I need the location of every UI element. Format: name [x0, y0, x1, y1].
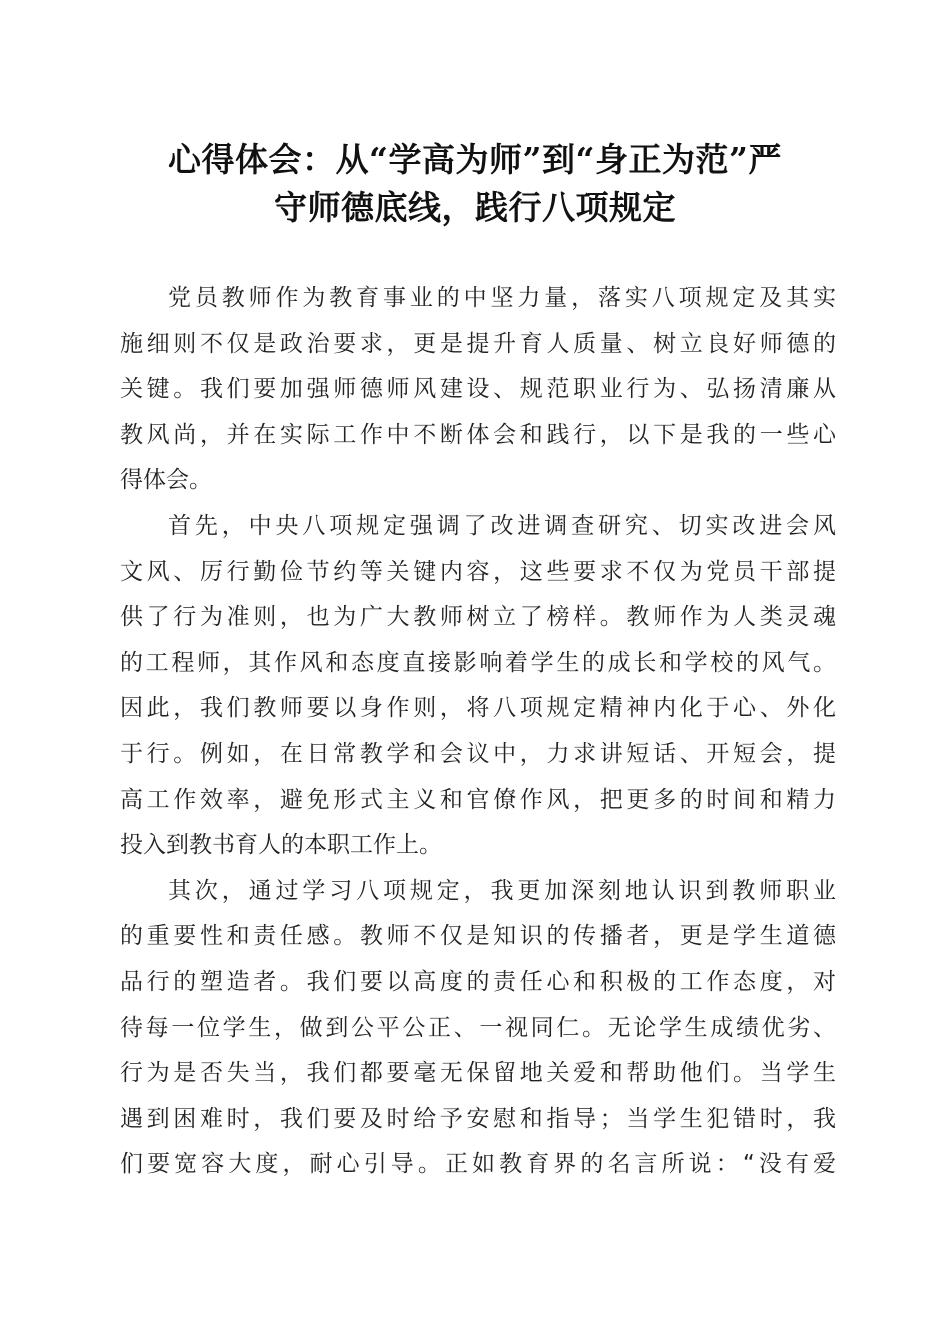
paragraph-2 — [120, 504, 836, 869]
paragraph-3 — [120, 869, 836, 1188]
text-line: 遇到困难时，我们要及时给予安慰和指导；当学生犯错时，我 — [120, 1105, 836, 1132]
title-line: 心得体会：从“学高为师”到“身正为范”严 — [168, 140, 782, 179]
text-line: 得体会。 — [120, 467, 212, 494]
text-line: 行为是否失当，我们都要毫无保留地关爱和帮助他们。当学生 — [120, 1060, 836, 1087]
text-line: 教风尚，并在实际工作中不断体会和践行，以下是我的一些心 — [120, 421, 836, 448]
text-line: 因此，我们教师要以身作则，将八项规定精神内化于心、外化 — [120, 695, 836, 722]
text-line: 品行的塑造者。我们要以高度的责任心和积极的工作态度，对 — [120, 968, 836, 995]
text-line: 投入到教书育人的本职工作上。 — [120, 832, 442, 859]
text-line: 们要宽容大度，耐心引导。正如教育界的名言所说：“没有爱 — [120, 1151, 836, 1178]
text-line: 待每一位学生，做到公平公正、一视同仁。无论学生成绩优劣、 — [120, 1014, 836, 1041]
document-body — [120, 276, 836, 1188]
text-line: 供了行为准则，也为广大教师树立了榜样。教师作为人类灵魂 — [120, 604, 836, 631]
title-line: 守师德底线，践行八项规定 — [274, 188, 676, 227]
text-line: 的工程师，其作风和态度直接影响着学生的成长和学校的风气。 — [120, 649, 836, 676]
text-line: 党员教师作为教育事业的中坚力量，落实八项规定及其实 — [168, 285, 836, 311]
text-line: 于行。例如，在日常教学和会议中，力求讲短话、开短会，提 — [120, 740, 836, 767]
text-line: 关键。我们要加强师德师风建设、规范职业行为、弘扬清廉从 — [120, 376, 836, 403]
paragraph-1 — [120, 276, 836, 504]
text-line: 其次，通过学习八项规定，我更加深刻地认识到教师职业 — [168, 877, 836, 904]
text-line: 高工作效率，避免形式主义和官僚作风，把更多的时间和精力 — [120, 786, 836, 813]
text-line: 施细则不仅是政治要求，更是提升育人质量、树立良好师德的 — [120, 330, 836, 357]
text-line: 文风、厉行勤俭节约等关键内容，这些要求不仅为党员干部提 — [120, 558, 836, 585]
text-line: 首先，中央八项规定强调了改进调查研究、切实改进会风 — [168, 512, 836, 539]
text-line: 的重要性和责任感。教师不仅是知识的传播者，更是学生道德 — [120, 923, 836, 950]
document-title — [100, 136, 850, 232]
